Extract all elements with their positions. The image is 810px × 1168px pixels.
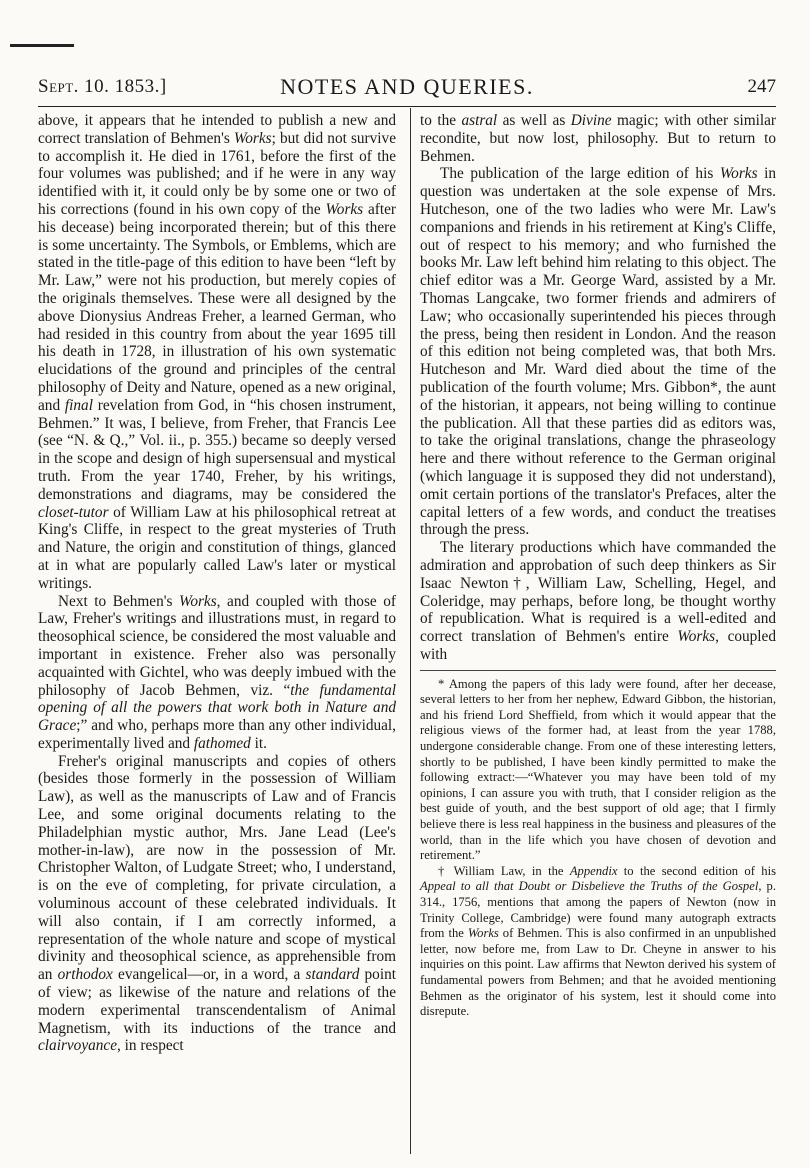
paragraph-continued-right: to the astral as well as Divine magic; with other similar recondite, but now lost, philosophy. But to return to Behmen. <box>420 112 776 165</box>
page-number: 247 <box>747 76 776 97</box>
top-left-rule <box>10 44 74 47</box>
header-rule <box>38 106 776 107</box>
paragraph-publication: The publication of the large edition of his Works in question was undertaken at the sole expense of Mrs. Hutcheson, one of the two ladies who were Mr. Law's companions and friends in his retirement at King's Cliffe, out of respect to his memory; and who furnished the books Mr. Law left behind him relating to this object. The chief editor was a Mr. George Ward, assisted by a Mr. Thomas Langcake, two former friends and admirers of Law; who occasionally superintended his pieces through the press, being then resident in London. And the reason of this edition not being completed was, that both Mrs. Hutcheson and Mr. Ward died about the time of the publication of the fourth volume; Mrs. Gibbon*, the aunt of the historian, it appears, not being willing to continue the publication. All that these parties did as editors was, to take the original translations, change the phraseology here and there without reference to the German original (which language it is supposed they did not understand), omit certain portions of the translator's Prefaces, alter the capital letters of a few words, and conduct the treatises through the press. <box>420 165 776 539</box>
paragraph-literary-productions: The literary productions which have commanded the admiration and approbation of such deep thinkers as Sir Isaac Newton†, William Law, Schelling, Hegel, and Coleridge, may perhaps, before long, be thought worthy of republication. What is required is a well-edited and correct translation of Behmen's entire Works, coupled with <box>420 539 776 663</box>
running-header <box>38 74 776 104</box>
right-column <box>420 112 776 1020</box>
left-column <box>38 112 396 1055</box>
column-divider <box>410 108 411 1154</box>
footnote-rule <box>420 670 776 671</box>
paragraph-continued: above, it appears that he intended to publish a new and correct translation of Behmen's Works; but did not survive to accomplish it. He died in 1761, before the first of the four volumes was published; and if he were in any way identified with it, it could only be by some one or two of his corrections (found in his own copy of the Works after his decease) being incorporated therein; but of this there is some uncertainty. The Symbols, or Emblems, which are stated in the title-page of this edition to have been “left by Mr. Law,” were not his production, but merely copies of the originals themselves. These were all designed by the above Dionysius Andreas Freher, a learned German, who had resided in this country from about the year 1695 till his death in 1728, in illustration of his own systematic elucidations of the ground and principles of the central philosophy of Deity and Nature, opened as a new original, and final revelation from God, in “his chosen instrument, Behmen.” It was, I believe, from Freher, that Francis Lee (see “N. & Q.,” Vol. ii., p. 355.) became so deeply versed in the scope and design of high supersensual and mystical truth. From the year 1740, Freher, by his writings, demonstrations and diagrams, may be considered the closet-tutor of William Law at his philosophical retreat at King's Cliffe, in respect to the great mysteries of Truth and Nature, the origin and constitution of things, glanced at in what are popularly called Law's later or mystical writings. <box>38 112 397 592</box>
header-date: Sept. 10. 1853.] <box>38 76 167 97</box>
footnote-gibbon: * Among the papers of this lady were found, after her decease, several letters to her from her nephew, Edward Gibbon, the historian, and his friend Lord Sheffield, from which it would appear that the religious views of the former had, at least from the year 1788, undergone considerable change. From one of these interesting letters, shortly to be published, I have been kindly permitted to make the following extract:—“Whatever you may have been told of my opinions, I can assure you with truth, that I consider religion as the best guide of youth, and the best support of old age; that I firmly believe there is less real happiness in the business and pleasures of the world, than in the life which you have chosen of devotion and retirement.” <box>420 676 776 863</box>
footnote-newton: † William Law, in the Appendix to the second edition of his Appeal to all that Doubt or Disbelieve the Truths of the Gospel, p. 314., 1756, mentions that among the papers of Newton (now in Trinity College, Cambridge) were found many autograph extracts from the Works of Behmen. This is also confirmed in an unpublished letter, now before me, from Law to Dr. Cheyne in answer to his inquiries on this point. Law affirms that Newton derived his system of fundamental powers from Behmen; and that he avoided mentioning Behmen as the originator of his system, lest it should come into disrepute. <box>420 863 777 1019</box>
journal-title: NOTES AND QUERIES. <box>280 74 534 99</box>
paragraph-freher-writings: Next to Behmen's Works, and coupled with those of Law, Freher's writings and illustrations must, in regard to theosophical science, be considered the most valuable and important in existence. Freher also was personally acquainted with Gichtel, who was deeply imbued with the philosophy of Jacob Behmen, viz. “the fundamental opening of all the powers that work both in Nature and Grace;” and who, perhaps more than any other individual, experimentally lived and fathomed it. <box>38 592 396 752</box>
paragraph-freher-manuscripts: Freher's original manuscripts and copies of others (besides those formerly in the possession of William Law), as well as the manuscripts of Law and of Francis Lee, and some original documents relating to the Philadelphian mystic author, Mrs. Jane Lead (Lee's mother-in-law), are now in the possession of Mr. Christopher Walton, of Ludgate Street; who, I understand, is on the eve of completing, for private circulation, a voluminous account of these celebrated individuals. It will also contain, if I am correctly informed, a representation of the whole nature and scope of mystical divinity and theosophical science, as apprehensible from an orthodox evangelical—or, in a word, a standard point of view; as likewise of the nature and relations of the modern experimental transcendentalism of Animal Magnetism, with its inductions of the trance and clairvoyance, in respect <box>38 752 396 1055</box>
